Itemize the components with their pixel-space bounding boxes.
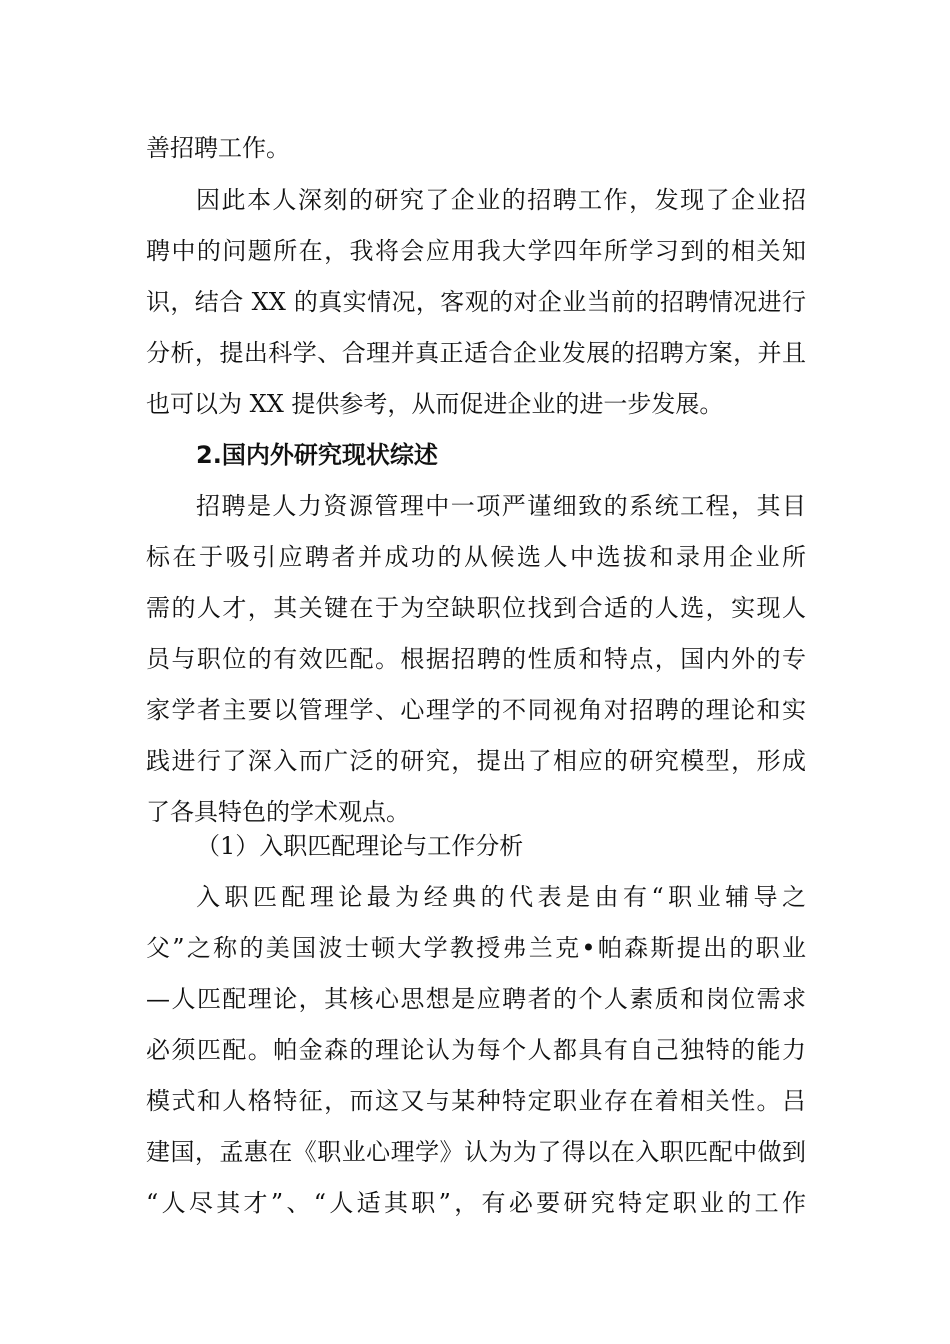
paragraph-2-line-3: 识，结合 XX 的真实情况，客观的对企业当前的招聘情况进行 — [146, 288, 806, 316]
paragraph-3-line-2: 标在于吸引应聘者并成功的从候选人中选拔和录用企业所 — [146, 543, 806, 571]
paragraph-3-line-7: 了各具特色的学术观点。 — [146, 798, 410, 826]
paragraph-1-line-1: 善招聘工作。 — [146, 134, 290, 162]
paragraph-4-line-1: 入职匹配理论最为经典的代表是由有“职业辅导之 — [196, 883, 806, 911]
paragraph-3-line-5: 家学者主要以管理学、心理学的不同视角对招聘的理论和实 — [146, 696, 806, 724]
subheading: （1）入职匹配理论与工作分析 — [196, 832, 524, 860]
paragraph-4-line-4: 必须匹配。帕金森的理论认为每个人都具有自己独特的能力 — [146, 1036, 806, 1064]
paragraph-4-line-3: —人匹配理论，其核心思想是应聘者的个人素质和岗位需求 — [146, 985, 806, 1013]
paragraph-3-line-1: 招聘是人力资源管理中一项严谨细致的系统工程，其目 — [196, 492, 806, 520]
paragraph-2-line-1: 因此本人深刻的研究了企业的招聘工作，发现了企业招 — [196, 186, 806, 214]
paragraph-4-line-5: 模式和人格特征，而这又与某种特定职业存在着相关性。吕 — [146, 1087, 806, 1115]
paragraph-2-line-5: 也可以为 XX 提供参考，从而促进企业的进一步发展。 — [146, 390, 724, 418]
paragraph-4-line-7: “人尽其才”、“人适其职”，有必要研究特定职业的工作 — [146, 1189, 806, 1217]
paragraph-4-line-6: 建国，孟惠在《职业心理学》认为为了得以在入职匹配中做到 — [146, 1138, 806, 1166]
section-heading: 2.国内外研究现状综述 — [196, 441, 438, 469]
paragraph-4-line-2: 父”之称的美国波士顿大学教授弗兰克•帕森斯提出的职业 — [146, 934, 806, 962]
paragraph-2-line-4: 分析，提出科学、合理并真正适合企业发展的招聘方案，并且 — [146, 339, 806, 367]
paragraph-3-line-6: 践进行了深入而广泛的研究，提出了相应的研究模型，形成 — [146, 747, 806, 775]
paragraph-3-line-4: 员与职位的有效匹配。根据招聘的性质和特点，国内外的专 — [146, 645, 806, 673]
paragraph-3-line-3: 需的人才，其关键在于为空缺职位找到合适的人选，实现人 — [146, 594, 806, 622]
paragraph-2-line-2: 聘中的问题所在，我将会应用我大学四年所学习到的相关知 — [146, 237, 806, 265]
